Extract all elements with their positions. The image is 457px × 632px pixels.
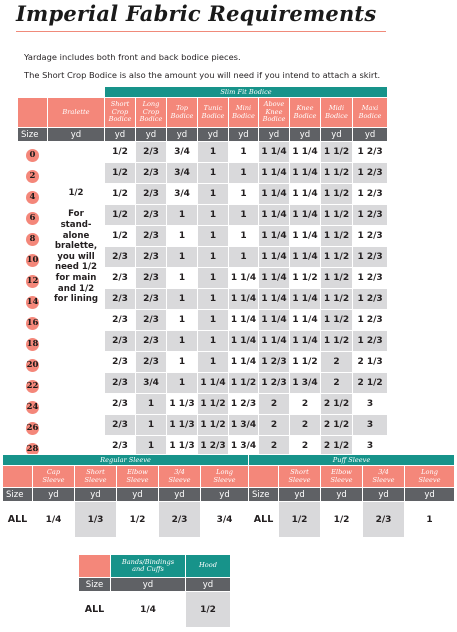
value-cell: 1 1/4 bbox=[259, 226, 290, 247]
unit-label: yd bbox=[186, 578, 231, 592]
value-cell: 1 bbox=[167, 310, 198, 331]
value-cell: 1 1/4 bbox=[259, 331, 290, 352]
col-cap-sleeve: Cap Sleeve bbox=[33, 466, 75, 488]
value-cell: 1 1/4 bbox=[290, 142, 321, 163]
size-cell bbox=[18, 226, 48, 247]
value-cell: 1 bbox=[167, 205, 198, 226]
col-puff-long-sleeve: Long Sleeve bbox=[405, 466, 455, 488]
size-badge: 14 bbox=[26, 297, 39, 307]
value-cell: 2 1/2 bbox=[353, 373, 388, 394]
value-cell: 1 3/4 bbox=[229, 415, 259, 436]
col-short-sleeve: Short Sleeve bbox=[75, 466, 117, 488]
value-cell: 1 1/4 bbox=[290, 163, 321, 184]
unit-label: yd bbox=[167, 128, 198, 142]
bands-hood-table bbox=[78, 554, 231, 628]
value-cell: 1/2 bbox=[105, 184, 136, 205]
table-row bbox=[18, 352, 388, 373]
unit-label: yd bbox=[229, 128, 259, 142]
unit-label: yd bbox=[321, 488, 363, 502]
puff-long-sleeve-value: 1 bbox=[405, 502, 455, 538]
value-cell: 1 3/4 bbox=[290, 373, 321, 394]
value-cell: 1 bbox=[198, 352, 229, 373]
bralette-unit: yd bbox=[48, 128, 105, 142]
value-cell: 1 1/4 bbox=[259, 184, 290, 205]
value-cell: 1 bbox=[229, 226, 259, 247]
value-cell: 2/3 bbox=[105, 310, 136, 331]
value-cell: 1 bbox=[167, 373, 198, 394]
size-badge: 20 bbox=[26, 360, 39, 370]
note-short-crop: The Short Crop Bodice is also the amount you will need if you intend to attach a skirt. bbox=[24, 70, 381, 80]
table-row bbox=[18, 415, 388, 436]
value-cell: 1 bbox=[136, 436, 167, 457]
value-cell: 1 1/2 bbox=[321, 184, 353, 205]
col-hood: Hood bbox=[186, 555, 231, 578]
puff-three-quarter-sleeve-value: 2/3 bbox=[363, 502, 405, 538]
value-cell: 1 2/3 bbox=[353, 310, 388, 331]
value-cell: 2/3 bbox=[136, 184, 167, 205]
value-cell: 1 bbox=[198, 310, 229, 331]
unit-label: yd bbox=[75, 488, 117, 502]
value-cell: 1 1/4 bbox=[290, 310, 321, 331]
value-cell: 1 1/2 bbox=[229, 373, 259, 394]
size-badge: 2 bbox=[26, 170, 39, 183]
value-cell: 1 bbox=[167, 289, 198, 310]
col-three-quarter-sleeve: 3/4 Sleeve bbox=[159, 466, 201, 488]
value-cell: 1 2/3 bbox=[259, 373, 290, 394]
size-badge: 16 bbox=[26, 318, 39, 328]
value-cell: 1 1/2 bbox=[321, 310, 353, 331]
value-cell: 1 2/3 bbox=[259, 352, 290, 373]
regular-size-all: ALL bbox=[3, 502, 33, 538]
size-badge: 10 bbox=[26, 255, 39, 265]
size-cell bbox=[18, 310, 48, 331]
value-cell: 1 1/4 bbox=[229, 352, 259, 373]
page-title: Imperial Fabric Requirements bbox=[16, 1, 377, 26]
cap-sleeve-value: 1/4 bbox=[33, 502, 75, 538]
value-cell: 1 1/3 bbox=[167, 415, 198, 436]
unit-label: yd bbox=[279, 488, 321, 502]
value-cell: 1 bbox=[198, 268, 229, 289]
value-cell: 1 1/2 bbox=[321, 268, 353, 289]
value-cell: 1 bbox=[198, 184, 229, 205]
value-cell: 1 bbox=[198, 205, 229, 226]
size-cell bbox=[18, 163, 48, 184]
col-midi-bodice: Midi Bodice bbox=[321, 98, 353, 128]
puff-sleeve-band: Puff Sleeve bbox=[249, 455, 455, 466]
value-cell: 1 bbox=[198, 331, 229, 352]
regular-sleeve-band: Regular Sleeve bbox=[3, 455, 249, 466]
value-cell: 1 bbox=[229, 184, 259, 205]
value-cell: 1 2/3 bbox=[353, 226, 388, 247]
value-cell: 1 bbox=[167, 331, 198, 352]
puff-elbow-sleeve-value: 1/2 bbox=[321, 502, 363, 538]
value-cell: 1/2 bbox=[105, 163, 136, 184]
extras-size-label: Size bbox=[79, 578, 111, 592]
bralette-note: 1/2 For stand- alone bralette, you will need 1/2 for main and 1/2 for lining bbox=[48, 142, 105, 352]
size-cell bbox=[18, 373, 48, 394]
value-cell: 1 1/2 bbox=[321, 289, 353, 310]
col-bands-bindings-cuffs: Bands/Bindings and Cuffs bbox=[111, 555, 186, 578]
value-cell: 1 bbox=[167, 352, 198, 373]
value-cell: 2/3 bbox=[105, 247, 136, 268]
value-cell: 1/2 bbox=[105, 142, 136, 163]
value-cell: 1 bbox=[167, 268, 198, 289]
value-cell: 1 bbox=[229, 247, 259, 268]
slim-fit-bodice-table bbox=[17, 86, 388, 457]
value-cell: 2/3 bbox=[136, 310, 167, 331]
size-cell bbox=[18, 142, 48, 163]
size-cell bbox=[18, 247, 48, 268]
col-elbow-sleeve: Elbow Sleeve bbox=[117, 466, 159, 488]
size-cell bbox=[18, 289, 48, 310]
bralette-empty-cell bbox=[48, 394, 105, 415]
col-tunic-bodice: Tunic Bodice bbox=[198, 98, 229, 128]
unit-label: yd bbox=[105, 128, 136, 142]
value-cell: 3/4 bbox=[136, 373, 167, 394]
size-badge: 22 bbox=[26, 381, 39, 391]
value-cell: 1 1/2 bbox=[198, 415, 229, 436]
unit-label: yd bbox=[198, 128, 229, 142]
value-cell: 3 bbox=[353, 436, 388, 457]
value-cell: 2/3 bbox=[136, 289, 167, 310]
value-cell: 1 2/3 bbox=[198, 436, 229, 457]
sleeves-table bbox=[2, 454, 455, 538]
value-cell: 1 bbox=[229, 205, 259, 226]
value-cell: 2/3 bbox=[136, 268, 167, 289]
value-cell: 2/3 bbox=[136, 247, 167, 268]
value-cell: 1 1/4 bbox=[290, 184, 321, 205]
unit-label: yd bbox=[159, 488, 201, 502]
puff-size-label: Size bbox=[249, 488, 279, 502]
bralette-header: Bralette bbox=[48, 98, 105, 128]
value-cell: 1 1/4 bbox=[229, 289, 259, 310]
unit-label: yd bbox=[117, 488, 159, 502]
value-cell: 1 2/3 bbox=[353, 184, 388, 205]
size-header-blank bbox=[18, 98, 48, 128]
size-cell bbox=[18, 268, 48, 289]
value-cell: 1 3/4 bbox=[229, 436, 259, 457]
value-cell: 1 1/4 bbox=[290, 247, 321, 268]
value-cell: 1 2/3 bbox=[353, 289, 388, 310]
size-cell bbox=[18, 184, 48, 205]
value-cell: 1 1/2 bbox=[321, 163, 353, 184]
value-cell: 2/3 bbox=[136, 331, 167, 352]
col-puff-elbow-sleeve: Elbow Sleeve bbox=[321, 466, 363, 488]
value-cell: 3 bbox=[353, 415, 388, 436]
value-cell: 2 bbox=[290, 415, 321, 436]
value-cell: 1 1/4 bbox=[259, 289, 290, 310]
regular-size-header-blank bbox=[3, 466, 33, 488]
size-badge: 12 bbox=[26, 276, 39, 286]
size-badge: 0 bbox=[26, 149, 39, 162]
size-cell bbox=[18, 394, 48, 415]
elbow-sleeve-value: 1/2 bbox=[117, 502, 159, 538]
value-cell: 1 2/3 bbox=[353, 163, 388, 184]
puff-short-sleeve-value: 1/2 bbox=[279, 502, 321, 538]
value-cell: 2 1/3 bbox=[353, 352, 388, 373]
value-cell: 3/4 bbox=[167, 142, 198, 163]
title-rule bbox=[16, 31, 386, 32]
value-cell: 2/3 bbox=[136, 205, 167, 226]
value-cell: 1 1/2 bbox=[321, 226, 353, 247]
value-cell: 2/3 bbox=[105, 352, 136, 373]
col-short-crop-bodice: Short Crop Bodice bbox=[105, 98, 136, 128]
value-cell: 1 bbox=[167, 226, 198, 247]
unit-label: yd bbox=[111, 578, 186, 592]
size-badge: 6 bbox=[26, 212, 39, 225]
value-cell: 3/4 bbox=[167, 184, 198, 205]
value-cell: 1 1/4 bbox=[259, 268, 290, 289]
size-badge: 28 bbox=[26, 444, 39, 454]
value-cell: 2 bbox=[259, 415, 290, 436]
value-cell: 1 1/2 bbox=[290, 352, 321, 373]
size-cell bbox=[18, 205, 48, 226]
value-cell: 2 bbox=[321, 352, 353, 373]
value-cell: 1 1/2 bbox=[198, 394, 229, 415]
value-cell: 1 bbox=[198, 142, 229, 163]
value-cell: 1 1/4 bbox=[259, 163, 290, 184]
value-cell: 2 1/2 bbox=[321, 394, 353, 415]
value-cell: 1 2/3 bbox=[353, 331, 388, 352]
size-badge: 24 bbox=[26, 402, 39, 412]
value-cell: 1 bbox=[136, 415, 167, 436]
value-cell: 1 2/3 bbox=[353, 205, 388, 226]
col-knee-bodice: Knee Bodice bbox=[290, 98, 321, 128]
value-cell: 1 bbox=[198, 226, 229, 247]
col-mini-bodice: Mini Bodice bbox=[229, 98, 259, 128]
slim-fit-band: Slim Fit Bodice bbox=[105, 87, 388, 98]
note-yardage: Yardage includes both front and back bodice pieces. bbox=[24, 52, 241, 62]
value-cell: 1/2 bbox=[105, 205, 136, 226]
value-cell: 1 1/4 bbox=[259, 247, 290, 268]
value-cell: 2/3 bbox=[105, 268, 136, 289]
value-cell: 2/3 bbox=[105, 394, 136, 415]
value-cell: 2 bbox=[259, 436, 290, 457]
value-cell: 1 1/4 bbox=[229, 331, 259, 352]
table-row bbox=[18, 142, 388, 163]
hood-value: 1/2 bbox=[186, 592, 231, 628]
size-cell bbox=[18, 352, 48, 373]
value-cell: 1 bbox=[198, 163, 229, 184]
value-cell: 2/3 bbox=[105, 289, 136, 310]
col-long-crop-bodice: Long Crop Bodice bbox=[136, 98, 167, 128]
unit-label: yd bbox=[363, 488, 405, 502]
value-cell: 2/3 bbox=[136, 163, 167, 184]
long-sleeve-value: 3/4 bbox=[201, 502, 249, 538]
value-cell: 1 1/4 bbox=[229, 310, 259, 331]
value-cell: 1 bbox=[198, 247, 229, 268]
size-cell bbox=[18, 415, 48, 436]
value-cell: 2/3 bbox=[136, 142, 167, 163]
table-row bbox=[18, 394, 388, 415]
value-cell: 2 bbox=[259, 394, 290, 415]
value-cell: 1 1/4 bbox=[290, 205, 321, 226]
unit-label: yd bbox=[136, 128, 167, 142]
unit-label: yd bbox=[201, 488, 249, 502]
value-cell: 1 1/2 bbox=[290, 268, 321, 289]
value-cell: 1 1/4 bbox=[290, 331, 321, 352]
value-cell: 1 bbox=[198, 289, 229, 310]
value-cell: 3 bbox=[353, 394, 388, 415]
value-cell: 1 1/4 bbox=[259, 310, 290, 331]
value-cell: 2/3 bbox=[105, 331, 136, 352]
size-badge: 26 bbox=[26, 423, 39, 433]
value-cell: 1 1/4 bbox=[259, 205, 290, 226]
value-cell: 2 bbox=[290, 394, 321, 415]
value-cell: 3/4 bbox=[167, 163, 198, 184]
value-cell: 2/3 bbox=[136, 226, 167, 247]
value-cell: 1 1/3 bbox=[167, 436, 198, 457]
col-long-sleeve: Long Sleeve bbox=[201, 466, 249, 488]
value-cell: 1 1/4 bbox=[259, 142, 290, 163]
bralette-empty-cell bbox=[48, 373, 105, 394]
three-quarter-sleeve-value: 2/3 bbox=[159, 502, 201, 538]
col-puff-short-sleeve: Short Sleeve bbox=[279, 466, 321, 488]
unit-label: yd bbox=[290, 128, 321, 142]
short-sleeve-value: 1/3 bbox=[75, 502, 117, 538]
col-top-bodice: Top Bodice bbox=[167, 98, 198, 128]
size-badge: 4 bbox=[26, 191, 39, 204]
value-cell: 2 1/2 bbox=[321, 415, 353, 436]
value-cell: 1 1/2 bbox=[321, 205, 353, 226]
size-badge: 8 bbox=[26, 233, 39, 246]
value-cell: 1 1/3 bbox=[167, 394, 198, 415]
value-cell: 2/3 bbox=[105, 436, 136, 457]
value-cell: 1/2 bbox=[105, 226, 136, 247]
unit-label: yd bbox=[259, 128, 290, 142]
value-cell: 2 bbox=[290, 436, 321, 457]
extras-size-header-blank bbox=[79, 555, 111, 578]
value-cell: 1 2/3 bbox=[353, 247, 388, 268]
col-maxi-bodice: Maxi Bodice bbox=[353, 98, 388, 128]
value-cell: 1 bbox=[136, 394, 167, 415]
size-label: Size bbox=[18, 128, 48, 142]
value-cell: 2 1/2 bbox=[321, 436, 353, 457]
value-cell: 1 bbox=[167, 247, 198, 268]
value-cell: 2/3 bbox=[105, 415, 136, 436]
value-cell: 1 1/4 bbox=[290, 226, 321, 247]
bands-value: 1/4 bbox=[111, 592, 186, 628]
puff-size-header-blank bbox=[249, 466, 279, 488]
value-cell: 1 1/4 bbox=[290, 289, 321, 310]
value-cell: 1 1/4 bbox=[229, 268, 259, 289]
value-cell: 2/3 bbox=[136, 352, 167, 373]
table-row bbox=[18, 373, 388, 394]
unit-label: yd bbox=[353, 128, 388, 142]
value-cell: 1 1/2 bbox=[321, 142, 353, 163]
bralette-empty-cell bbox=[48, 415, 105, 436]
value-cell: 1 2/3 bbox=[353, 142, 388, 163]
regular-size-label: Size bbox=[3, 488, 33, 502]
value-cell: 1 1/2 bbox=[321, 331, 353, 352]
col-above-knee-bodice: Above Knee Bodice bbox=[259, 98, 290, 128]
value-cell: 1 2/3 bbox=[353, 268, 388, 289]
value-cell: 1 1/4 bbox=[198, 373, 229, 394]
unit-label: yd bbox=[33, 488, 75, 502]
size-badge: 18 bbox=[26, 339, 39, 349]
value-cell: 2/3 bbox=[105, 373, 136, 394]
size-cell bbox=[18, 331, 48, 352]
value-cell: 2 bbox=[321, 373, 353, 394]
value-cell: 1 bbox=[229, 142, 259, 163]
value-cell: 1 bbox=[229, 163, 259, 184]
value-cell: 1 2/3 bbox=[229, 394, 259, 415]
unit-label: yd bbox=[405, 488, 455, 502]
col-puff-three-quarter-sleeve: 3/4 Sleeve bbox=[363, 466, 405, 488]
bralette-empty-cell bbox=[48, 352, 105, 373]
puff-size-all: ALL bbox=[249, 502, 279, 538]
value-cell: 1 1/2 bbox=[321, 247, 353, 268]
extras-size-all: ALL bbox=[79, 592, 111, 628]
unit-label: yd bbox=[321, 128, 353, 142]
